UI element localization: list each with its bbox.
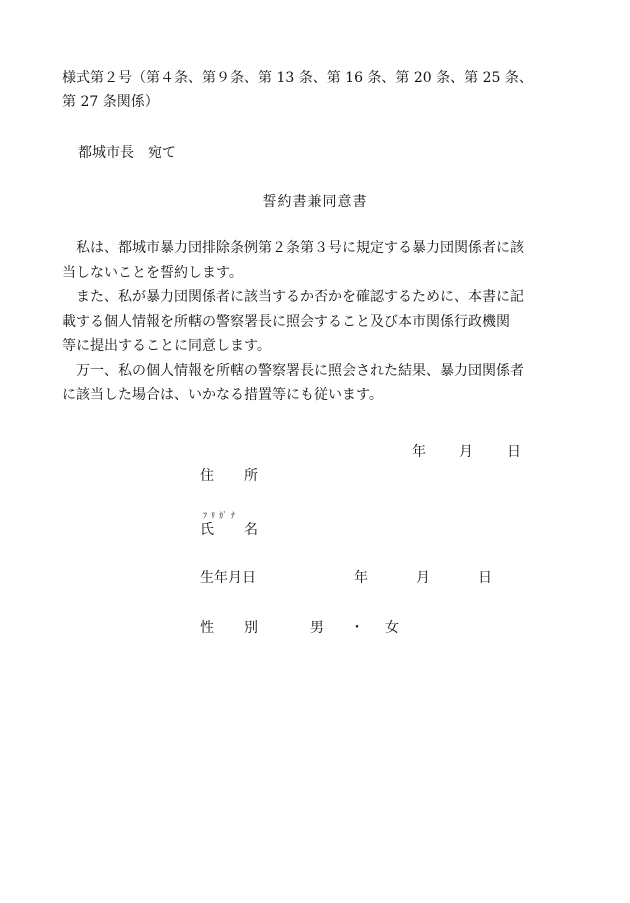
name-label: 氏 名 bbox=[200, 522, 258, 538]
birthdate-month: 月 bbox=[416, 570, 430, 586]
addressee-suffix: 宛て bbox=[148, 145, 176, 161]
signing-date-month: 月 bbox=[459, 444, 473, 460]
gender-option-male[interactable]: 男 bbox=[310, 620, 324, 636]
birthdate-day: 日 bbox=[478, 570, 492, 586]
form-number-header bbox=[62, 66, 572, 114]
birthdate-label: 生年月日 bbox=[200, 570, 256, 586]
pledge-paragraph-1 bbox=[62, 236, 582, 285]
signing-date-year: 年 bbox=[412, 444, 426, 460]
pledge-line: 万一、私の個人情報を所轄の警察署長に照会された結果、暴力団関係者 bbox=[76, 362, 524, 379]
pledge-body bbox=[62, 236, 582, 408]
pledge-line: 等に提出することに同意します。 bbox=[62, 338, 271, 354]
form-number-line-1: 様式第２号（第４条、第９条、第 13 条、第 16 条、第 20 条、第 25 条、 bbox=[62, 70, 533, 86]
pledge-line: 当しないことを誓約します。 bbox=[62, 264, 243, 281]
pledge-line: また、私が暴力団関係者に該当するか否かを確認するために、本書に記 bbox=[76, 289, 524, 305]
addressee bbox=[78, 143, 176, 163]
addressee-name: 都城市長 bbox=[78, 145, 134, 161]
pledge-line: に該当した場合は、いかなる措置等にも従います。 bbox=[62, 387, 383, 403]
pledge-line: 載する個人情報を所轄の警察署長に照会すること及び本市関係行政機関 bbox=[62, 313, 510, 330]
gender-option-female[interactable]: 女 bbox=[385, 620, 399, 636]
signing-date-day: 日 bbox=[507, 444, 521, 460]
pledge-paragraph-2 bbox=[62, 285, 582, 359]
pledge-line: 私は、都城市暴力団排除条例第２条第３号に規定する暴力団関係者に該 bbox=[76, 240, 524, 256]
form-number-line-2: 第 27 条関係） bbox=[62, 94, 159, 110]
gender-separator: ・ bbox=[350, 620, 364, 636]
document-title: 誓約書兼同意書 bbox=[262, 194, 368, 210]
gender-label: 性 別 bbox=[200, 620, 258, 636]
furigana-label: ﾌﾘｶﾞﾅ bbox=[203, 511, 239, 520]
birthdate-year: 年 bbox=[354, 570, 368, 586]
pledge-paragraph-3 bbox=[62, 359, 582, 408]
address-label: 住 所 bbox=[200, 468, 258, 484]
